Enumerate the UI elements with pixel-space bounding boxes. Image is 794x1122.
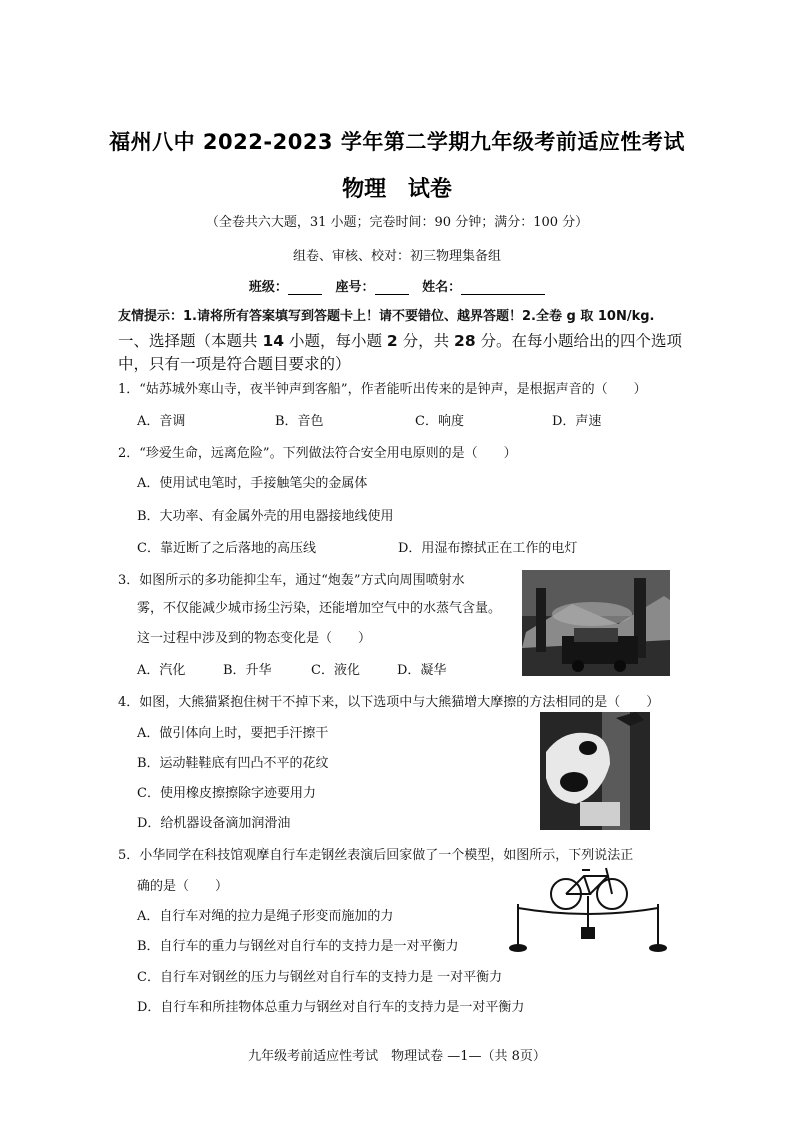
points-total: 28	[454, 332, 476, 350]
bicycle-on-wire-diagram	[504, 862, 674, 954]
question-4-stem: 4．如图，大熊猫紧抱住树干不掉下来，以下选项中与大熊猫增大摩擦的方法相同的是（ ）	[118, 695, 660, 710]
name-blank	[461, 280, 545, 295]
question-1-stem: 1．“姑苏城外寒山寺，夜半钟声到客船”，作者能听出传来的是钟声，是根据声音的（ ）	[118, 382, 647, 397]
question-3-stem-line-1: 3．如图所示的多功能抑尘车，通过“炮轰”方式向周围喷射水	[118, 573, 465, 588]
exam-info: （全卷共六大题，31 小题；完卷时间：90 分钟；满分：100 分）	[205, 215, 589, 230]
question-3-option-b: B．升华	[223, 663, 272, 678]
seat-label: 座号：	[335, 280, 375, 295]
question-2-option-d: D．用湿布擦拭正在工作的电灯	[398, 541, 578, 556]
question-5-option-d: D．自行车和所挂物体总重力与钢丝对自行车的支持力是一对平衡力	[137, 1000, 525, 1015]
question-3-option-a: A．汽化	[137, 663, 186, 678]
section-heading: 一、选择题（本题共 14 小题，每小题 2 分，共 28 分。在每小题给出的四个选项中，只有一项是符合题目要求的）	[118, 332, 683, 373]
question-2-option-a: A．使用试电笔时，手接触笔尖的金属体	[137, 476, 368, 491]
page-footer: 九年级考前适应性考试 物理试卷 —1—（共 8页）	[248, 1049, 546, 1064]
question-3-stem-line-3: 这一过程中涉及到的物态变化是（ ）	[137, 631, 372, 646]
question-5-stem-line-1: 5．小华同学在科技馆观摩自行车走钢丝表演后回家做了一个模型，如图所示，下列说法正	[118, 848, 634, 863]
question-4-option-b: B．运动鞋鞋底有凹凸不平的花纹	[137, 756, 329, 771]
exam-title: 福州八中 2022-2023 学年第二学期九年级考前适应性考试	[109, 130, 685, 154]
question-4-option-d: D．给机器设备滴加润滑油	[137, 816, 291, 831]
exam-team: 组卷、审核、校对：初三物理集备组	[292, 249, 501, 264]
panda-photo	[540, 712, 650, 830]
class-label: 班级：	[248, 280, 288, 295]
student-info-line	[0, 276, 794, 295]
question-3-option-c: C．液化	[311, 663, 360, 678]
question-2-option-b: B．大功率、有金属外壳的用电器接地线使用	[137, 509, 394, 524]
friendly-tip: 友情提示：1.请将所有答案填写到答题卡上！请不要错位、越界答题！2.全卷 g 取 10N/kg.	[118, 309, 655, 324]
question-1-option-d: D．声速	[552, 414, 602, 429]
question-5-option-c: C．自行车对钢丝的压力与钢丝对自行车的支持力是 一对平衡力	[137, 970, 503, 985]
question-count: 14	[262, 332, 285, 350]
question-2-option-c: C．靠近断了之后落地的高压线	[137, 541, 316, 556]
question-5-option-b: B．自行车的重力与钢丝对自行车的支持力是一对平衡力	[137, 939, 459, 954]
question-4-option-a: A．做引体向上时，要把手汗擦干	[137, 726, 329, 741]
question-4-option-c: C．使用橡皮擦擦除字迹要用力	[137, 786, 316, 801]
class-blank	[288, 280, 322, 295]
question-2-stem: 2．“珍爱生命，远离危险”。下列做法符合安全用电原则的是（ ）	[118, 446, 517, 461]
name-label: 姓名：	[422, 280, 462, 295]
question-3-option-d: D．凝华	[397, 663, 447, 678]
exam-subtitle: 物理 试卷	[342, 177, 452, 202]
dust-suppression-truck-photo	[522, 570, 670, 676]
question-1-option-c: C．响度	[415, 414, 464, 429]
points-each: 2	[386, 332, 398, 350]
question-3-stem-line-2: 雾，不仅能减少城市扬尘污染，还能增加空气中的水蒸气含量。	[137, 601, 502, 616]
question-1-option-a: A．音调	[137, 414, 186, 429]
seat-blank	[375, 280, 409, 295]
question-5-stem-line-2: 确的是（ ）	[137, 879, 229, 894]
question-1-option-b: B．音色	[275, 414, 324, 429]
question-5-option-a: A．自行车对绳的拉力是绳子形变而施加的力	[137, 909, 394, 924]
